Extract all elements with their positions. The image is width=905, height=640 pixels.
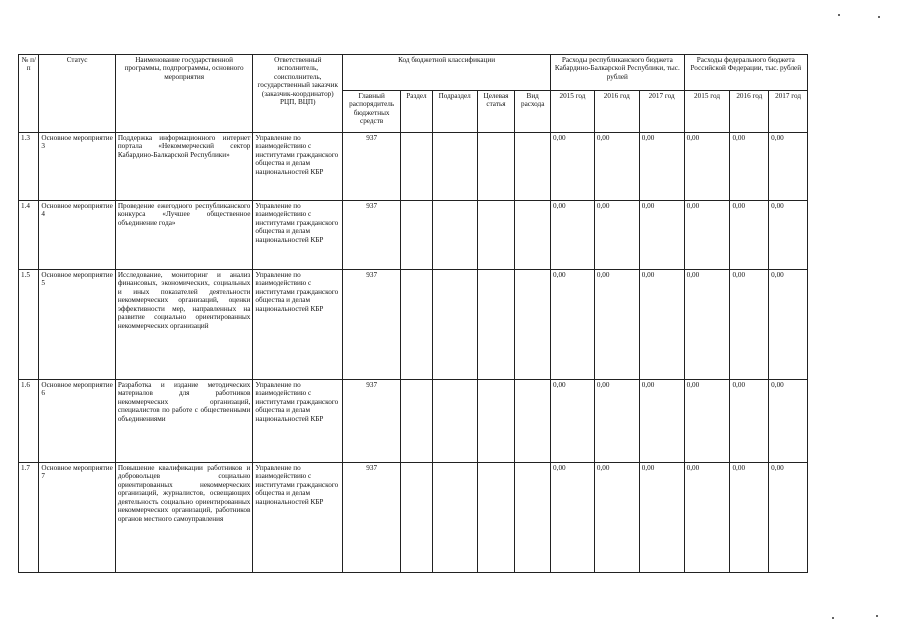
row-name: Повышение квалификации работников и добровольцев социально ориентированных некоммерческих организаций, журналистов, освещающих деятельность социально ориентированных некоммерческих организаций, работников органов местного самоуправления <box>115 463 253 573</box>
row-fed-2016: 0,00 <box>730 201 769 270</box>
row-status: Основное мероприятие 6 <box>39 380 115 463</box>
budget-table <box>18 54 808 573</box>
row-executor: Управление по взаимодействию с институтами гражданского общества и делам национальностей КБР <box>253 380 343 463</box>
header-fed-2017: 2017 год <box>769 91 808 133</box>
header-razdel: Раздел <box>401 91 433 133</box>
row-statya <box>477 201 515 270</box>
row-razdel <box>401 133 433 201</box>
row-name: Разработка и издание методических материалов для работников некоммерческих организаций, специалистов по работе с общественными объединениями <box>115 380 253 463</box>
row-name: Проведение ежегодного республиканского конкурса «Лучшее общественное объединение года» <box>115 201 253 270</box>
header-fed-2016: 2016 год <box>730 91 769 133</box>
table-row <box>19 201 808 270</box>
row-rep-2017: 0,00 <box>639 380 684 463</box>
row-rep-2016: 0,00 <box>594 201 639 270</box>
row-rep-2015: 0,00 <box>551 270 595 380</box>
row-grbs: 937 <box>343 380 401 463</box>
row-statya <box>477 270 515 380</box>
row-fed-2015: 0,00 <box>684 380 730 463</box>
row-rep-2015: 0,00 <box>551 133 595 201</box>
row-rep-2016: 0,00 <box>594 463 639 573</box>
header-kbk: Код бюджетной классификации <box>343 55 551 91</box>
row-num: 1.4 <box>19 201 39 270</box>
header-vid: Вид расхода <box>515 91 551 133</box>
row-podrazdel <box>432 133 477 201</box>
row-status: Основное мероприятие 5 <box>39 270 115 380</box>
row-fed-2015: 0,00 <box>684 133 730 201</box>
table-row <box>19 133 808 201</box>
row-rep-2015: 0,00 <box>551 201 595 270</box>
row-fed-2017: 0,00 <box>769 380 808 463</box>
row-fed-2016: 0,00 <box>730 270 769 380</box>
row-name: Исследование, мониторинг и анализ финансовых, экономических, социальных и иных показателей деятельности некоммерческих организаций, оценки эффективности мер, направленных на развитие социально ориентированных некоммерческих организаций <box>115 270 253 380</box>
row-rep-2016: 0,00 <box>594 133 639 201</box>
header-rep-expenses: Расходы республиканского бюджета Кабардино-Балкарской Республики, тыс. рублей <box>551 55 685 91</box>
table-row <box>19 270 808 380</box>
table-row <box>19 463 808 573</box>
header-statya: Целевая статья <box>477 91 515 133</box>
row-executor: Управление по взаимодействию с институтами гражданского общества и делам национальностей КБР <box>253 463 343 573</box>
row-fed-2015: 0,00 <box>684 201 730 270</box>
row-name: Поддержка информационного интернет портала «Некоммерческий сектор Кабардино-Балкарской Республики» <box>115 133 253 201</box>
row-vid <box>515 133 551 201</box>
row-podrazdel <box>432 380 477 463</box>
row-rep-2017: 0,00 <box>639 463 684 573</box>
header-podrazdel: Подраздел <box>432 91 477 133</box>
row-num: 1.5 <box>19 270 39 380</box>
row-rep-2016: 0,00 <box>594 380 639 463</box>
row-rep-2017: 0,00 <box>639 270 684 380</box>
row-executor: Управление по взаимодействию с институтами гражданского общества и делам национальностей КБР <box>253 133 343 201</box>
row-grbs: 937 <box>343 133 401 201</box>
row-grbs: 937 <box>343 463 401 573</box>
row-executor: Управление по взаимодействию с институтами гражданского общества и делам национальностей КБР <box>253 201 343 270</box>
row-rep-2015: 0,00 <box>551 380 595 463</box>
row-status: Основное мероприятие 7 <box>39 463 115 573</box>
row-executor: Управление по взаимодействию с институтами гражданского общества и делам национальностей КБР <box>253 270 343 380</box>
row-grbs: 937 <box>343 270 401 380</box>
row-status: Основное мероприятие 4 <box>39 201 115 270</box>
row-razdel <box>401 463 433 573</box>
row-razdel <box>401 201 433 270</box>
row-fed-2017: 0,00 <box>769 463 808 573</box>
row-fed-2017: 0,00 <box>769 201 808 270</box>
row-fed-2016: 0,00 <box>730 463 769 573</box>
row-podrazdel <box>432 201 477 270</box>
row-num: 1.3 <box>19 133 39 201</box>
row-podrazdel <box>432 270 477 380</box>
row-rep-2017: 0,00 <box>639 133 684 201</box>
header-rep-2016: 2016 год <box>594 91 639 133</box>
header-fed-2015: 2015 год <box>684 91 730 133</box>
header-executor: Ответственный исполнитель, соисполнитель, государственный заказчик (заказчик-координатор) РЦП, ВЦП) <box>253 55 343 133</box>
row-fed-2015: 0,00 <box>684 463 730 573</box>
row-fed-2017: 0,00 <box>769 270 808 380</box>
row-rep-2016: 0,00 <box>594 270 639 380</box>
header-fed-expenses: Расходы федерального бюджета Российской Федерации, тыс. рублей <box>684 55 807 91</box>
row-podrazdel <box>432 463 477 573</box>
row-vid <box>515 463 551 573</box>
row-status: Основное мероприятие 3 <box>39 133 115 201</box>
header-name: Наименование государственной программы, подпрограммы, основного мероприятия <box>115 55 253 133</box>
row-fed-2017: 0,00 <box>769 133 808 201</box>
header-status: Статус <box>39 55 115 133</box>
row-statya <box>477 133 515 201</box>
header-num: № п/п <box>19 55 39 133</box>
row-vid <box>515 201 551 270</box>
row-rep-2015: 0,00 <box>551 463 595 573</box>
row-statya <box>477 463 515 573</box>
row-num: 1.6 <box>19 380 39 463</box>
row-grbs: 937 <box>343 201 401 270</box>
row-rep-2017: 0,00 <box>639 201 684 270</box>
header-grbs: Главный распорядитель бюджетных средств <box>343 91 401 133</box>
row-statya <box>477 380 515 463</box>
header-rep-2015: 2015 год <box>551 91 595 133</box>
row-fed-2015: 0,00 <box>684 270 730 380</box>
row-num: 1.7 <box>19 463 39 573</box>
header-rep-2017: 2017 год <box>639 91 684 133</box>
row-vid <box>515 270 551 380</box>
row-razdel <box>401 270 433 380</box>
row-fed-2016: 0,00 <box>730 380 769 463</box>
table-row <box>19 380 808 463</box>
row-fed-2016: 0,00 <box>730 133 769 201</box>
row-vid <box>515 380 551 463</box>
row-razdel <box>401 380 433 463</box>
